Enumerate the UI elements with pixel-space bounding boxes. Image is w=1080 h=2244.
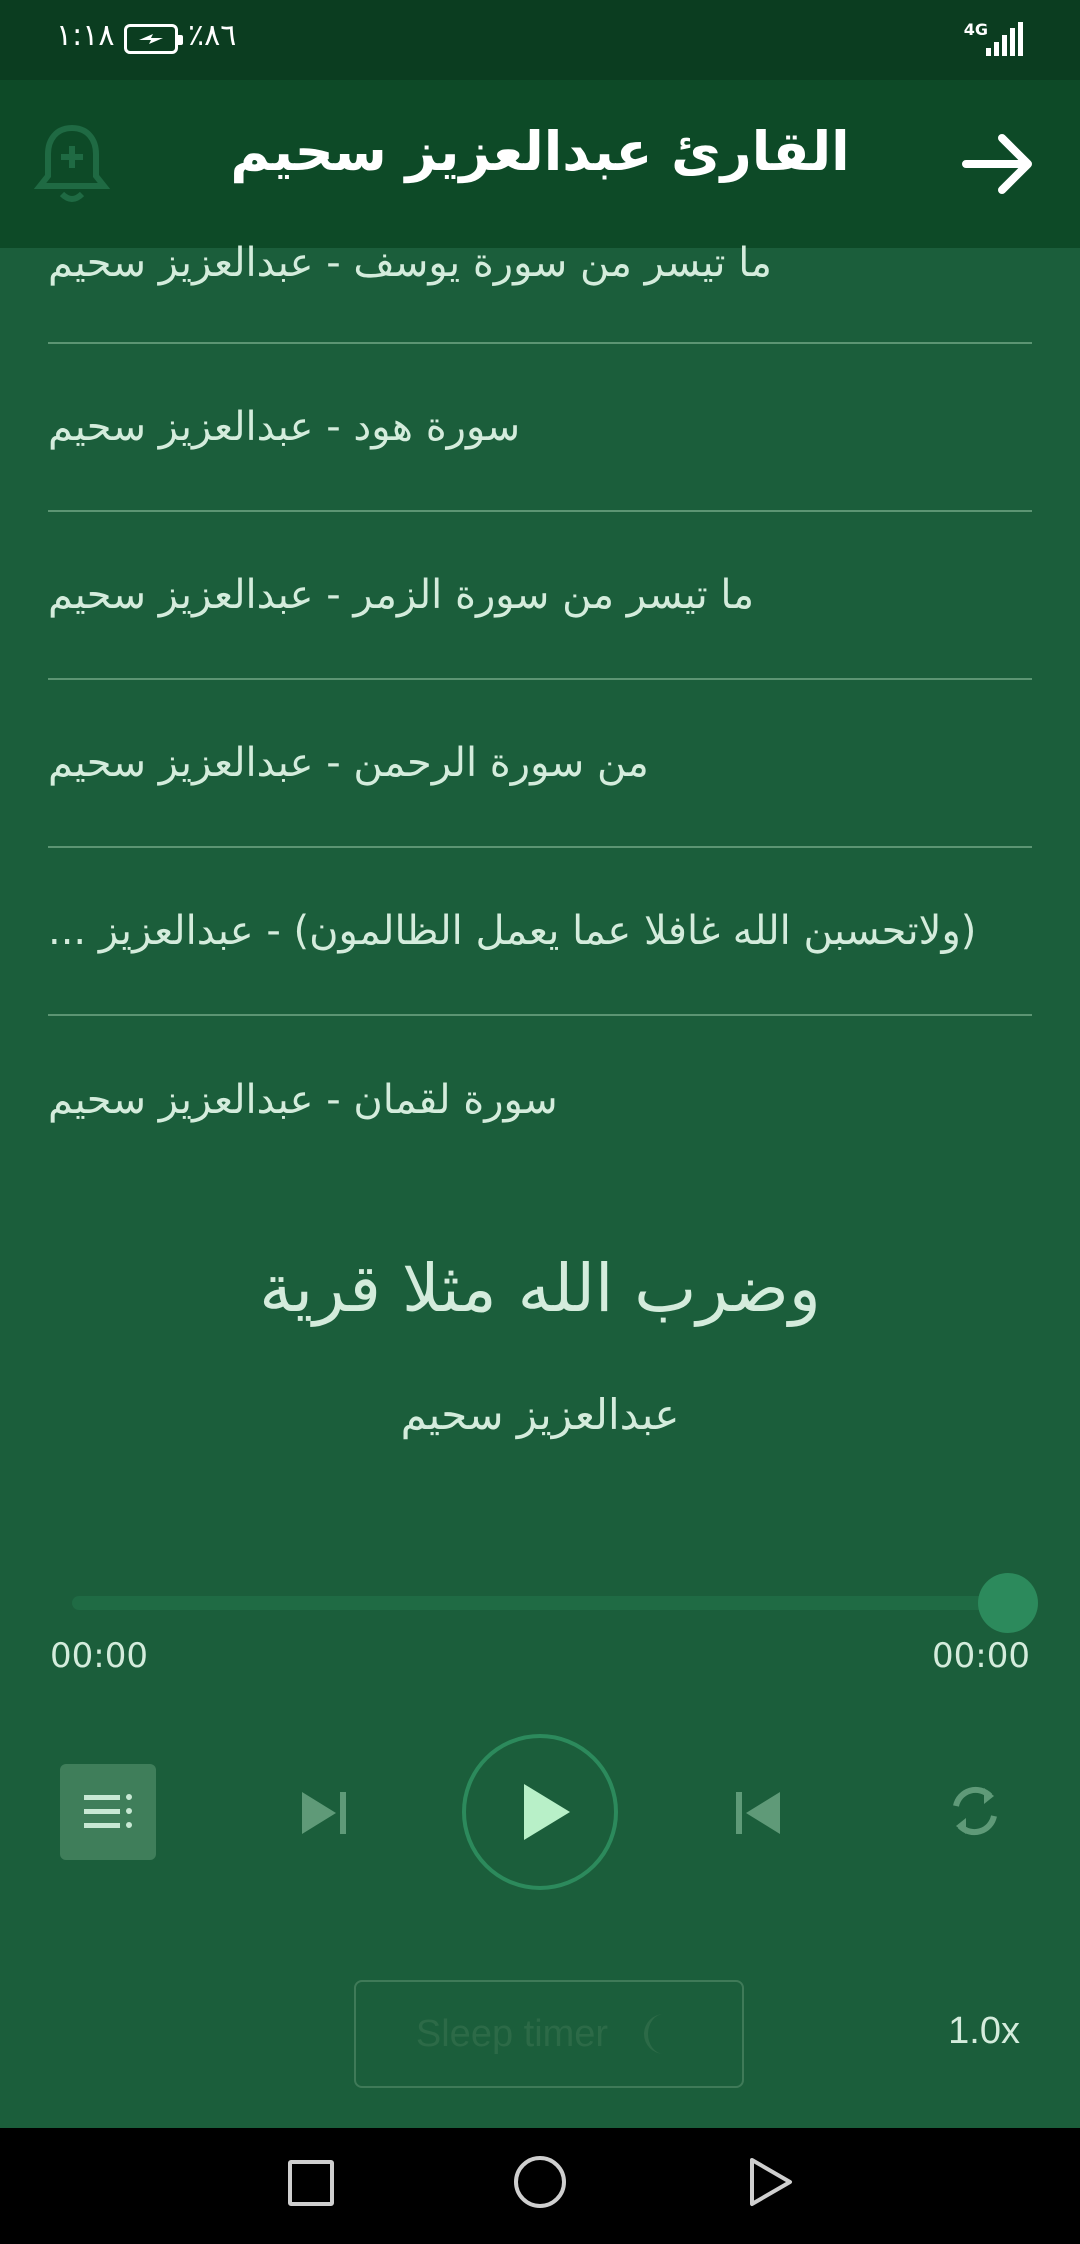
seek-bar[interactable] — [72, 1596, 1008, 1610]
status-bar — [0, 0, 1080, 80]
list-item[interactable] — [48, 512, 1032, 680]
arrow-right-icon — [956, 122, 1040, 206]
repeat-icon — [940, 1776, 1010, 1846]
back-button[interactable] — [956, 122, 1040, 206]
network-type: 4G — [963, 20, 988, 39]
status-time: ١:١٨ — [56, 18, 115, 53]
battery-percent: ٪٨٦ — [188, 18, 237, 53]
bell-plus-icon — [34, 120, 110, 208]
app-header — [0, 80, 1080, 248]
skip-next-button[interactable] — [292, 1780, 358, 1846]
track-title: سورة هود - عبدالعزيز سحيم — [48, 404, 521, 450]
signal-icon — [984, 20, 1024, 56]
playlist-button[interactable] — [60, 1764, 156, 1860]
seek-thumb[interactable] — [978, 1573, 1038, 1633]
total-time: 00:00 — [932, 1636, 1030, 1676]
list-item[interactable] — [48, 1016, 1032, 1184]
track-title: ما تيسر من سورة الزمر - عبدالعزيز سحيم — [48, 572, 755, 618]
sleep-timer-button[interactable] — [354, 1980, 744, 2088]
moon-icon — [634, 2010, 682, 2058]
skip-next-icon — [292, 1780, 358, 1846]
recent-apps-icon[interactable] — [288, 2160, 334, 2206]
page-title: القارئ عبدالعزيز سحيم — [230, 120, 850, 183]
playlist-icon — [60, 1764, 156, 1860]
track-title: (ولاتحسبن الله غافلا عما يعمل الظالمون) - عبدالعزيز ... — [48, 908, 977, 954]
elapsed-time: 00:00 — [50, 1636, 148, 1676]
repeat-button[interactable] — [940, 1776, 1010, 1846]
play-button[interactable] — [462, 1734, 618, 1890]
system-nav-bar — [0, 2128, 1080, 2244]
add-alert-button[interactable] — [34, 120, 110, 208]
skip-previous-button[interactable] — [724, 1780, 790, 1846]
track-title: ما تيسر من سورة يوسف - عبدالعزيز سحيم — [48, 240, 772, 286]
play-icon — [466, 1738, 614, 1886]
track-title: سورة لقمان - عبدالعزيز سحيم — [48, 1077, 558, 1123]
list-item[interactable] — [48, 848, 1032, 1016]
list-item[interactable] — [48, 240, 1032, 344]
skip-previous-icon — [724, 1780, 790, 1846]
battery-charging-icon — [124, 24, 178, 54]
back-triangle-icon[interactable] — [748, 2156, 794, 2208]
list-item[interactable] — [48, 344, 1032, 512]
list-item[interactable] — [48, 680, 1032, 848]
home-icon[interactable] — [514, 2156, 566, 2208]
playback-speed-button[interactable]: 1.0x — [948, 2010, 1020, 2052]
now-playing-title: وضرب الله مثلا قرية — [259, 1250, 821, 1327]
track-list — [48, 240, 1032, 1184]
track-title: من سورة الرحمن - عبدالعزيز سحيم — [48, 740, 649, 786]
now-playing-artist: عبدالعزيز سحيم — [400, 1390, 680, 1439]
sleep-timer-label: Sleep timer — [415, 2012, 609, 2055]
